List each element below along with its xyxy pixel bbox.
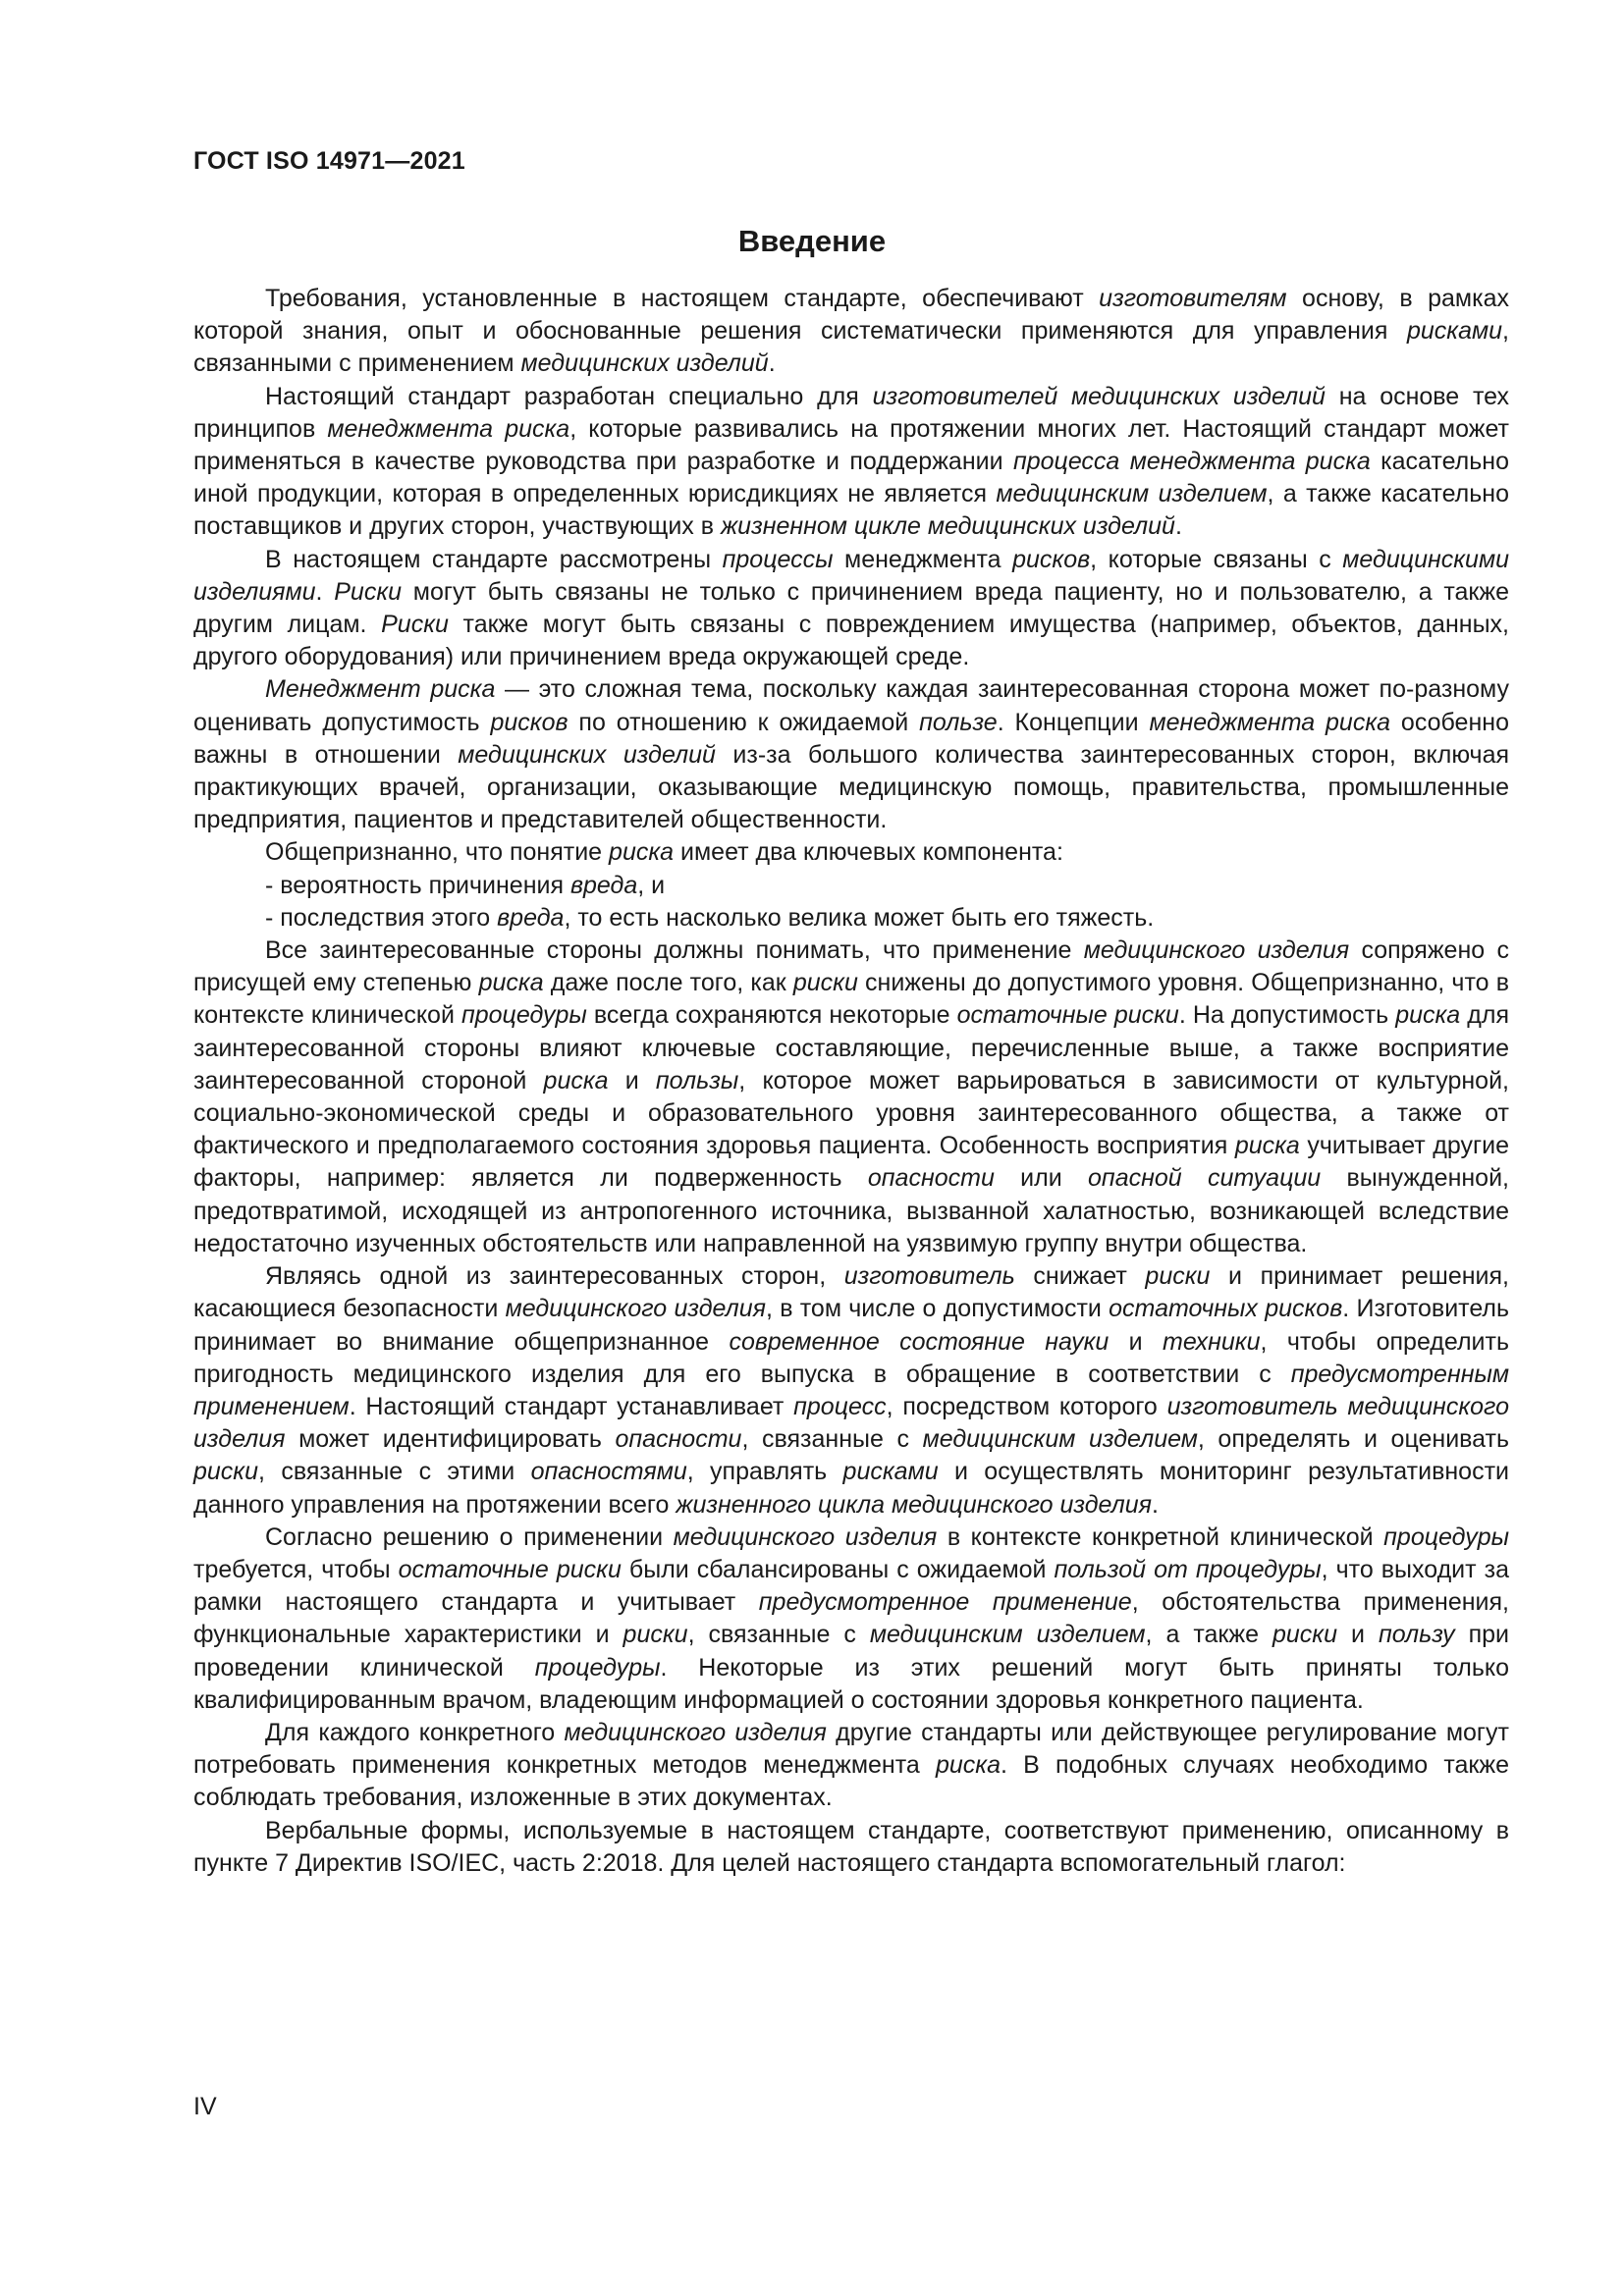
italic-term: риска bbox=[609, 838, 675, 867]
text-run: . На допустимость bbox=[1178, 1001, 1396, 1030]
text-run: . bbox=[1174, 512, 1182, 541]
text-run: Требования, установленные в настоящем стандарте, обеспечивают bbox=[265, 285, 1100, 312]
text-run: - вероятность причинения bbox=[265, 871, 570, 899]
italic-term: медицинского изделия bbox=[505, 1295, 766, 1323]
text-run: особенно важны в отношении bbox=[193, 708, 1509, 769]
paragraph bbox=[193, 1717, 1509, 1815]
text-run: снижены до допустимого уровня. Общепризнанно, что в контексте клинической bbox=[193, 969, 1509, 1030]
text-run: даже после того, как bbox=[543, 969, 793, 997]
italic-term: остаточных рисков bbox=[1109, 1295, 1343, 1323]
italic-term: медицинских изделий bbox=[458, 740, 716, 769]
text-run: всегда сохраняются некоторые bbox=[586, 1001, 957, 1030]
body-text bbox=[193, 283, 1509, 1880]
text-run: , связанные с этими bbox=[258, 1458, 531, 1486]
italic-term: риски bbox=[1145, 1262, 1211, 1291]
text-run: снижает bbox=[1014, 1262, 1146, 1291]
italic-term: риска bbox=[935, 1751, 1001, 1780]
italic-term: рисками bbox=[842, 1458, 939, 1486]
italic-term: медицинского изделия bbox=[673, 1522, 938, 1551]
text-run: , обстоятельства применения, функциональные характеристики и bbox=[193, 1588, 1510, 1649]
italic-term: опасности bbox=[615, 1425, 742, 1454]
text-run: имеет два ключевых компонента: bbox=[674, 838, 1063, 867]
text-run: , посредством которого bbox=[886, 1392, 1167, 1420]
italic-term: медицинских изделий bbox=[520, 349, 769, 378]
text-run: , связанные с bbox=[687, 1621, 870, 1649]
italic-term: риска bbox=[543, 1066, 609, 1095]
text-run: . bbox=[768, 349, 776, 378]
text-run: и bbox=[608, 1066, 656, 1095]
paragraph bbox=[193, 381, 1509, 544]
text-run: из-за большого количества заинтересованных сторон, включая практикующих врачей, организации, оказывающие медицинскую помощь, правительства, промышленные предприятия, пациентов и представителей общественности. bbox=[193, 740, 1510, 834]
italic-term: Риски bbox=[381, 611, 449, 639]
italic-term: предусмотренное применение bbox=[758, 1588, 1132, 1617]
italic-term: медицинским изделием bbox=[869, 1621, 1146, 1649]
text-run: и принимает решения, касающиеся безопасности bbox=[193, 1262, 1509, 1323]
text-run: , определять и оценивать bbox=[1197, 1425, 1510, 1454]
italic-term: изготовителям bbox=[1099, 285, 1287, 312]
italic-term: Менеджмент риска bbox=[265, 675, 496, 704]
text-run: в контексте конкретной клинической bbox=[937, 1522, 1384, 1551]
italic-term: менеджмента риска bbox=[327, 414, 570, 443]
text-run: и bbox=[1337, 1621, 1379, 1649]
paragraph bbox=[193, 1260, 1509, 1522]
text-run: . Некоторые из этих решений могут быть приняты только квалифицированным врачом, владеющим информацией о состоянии здоровья конкретного пациента. bbox=[193, 1653, 1509, 1714]
text-run: . bbox=[1152, 1490, 1159, 1519]
text-run: и осуществлять мониторинг результативности данного управления на протяжении всего bbox=[193, 1458, 1509, 1519]
text-run: , управлять bbox=[686, 1458, 843, 1486]
paragraph bbox=[193, 283, 1509, 381]
italic-term: опасности bbox=[867, 1164, 995, 1193]
text-run: В настоящем стандарте рассмотрены bbox=[265, 545, 723, 573]
text-run: , которое может варьироваться в зависимости от культурной, социально-экономической среды и образовательного уровня заинтересованного общества, а также от фактического и предполагаемого состояния здоровья пациента. Особенность восприятия bbox=[193, 1066, 1509, 1160]
text-run: . Настоящий стандарт устанавливает bbox=[349, 1392, 794, 1420]
text-run: Являясь одной из заинтересованных сторон, bbox=[265, 1262, 844, 1291]
text-run: может идентифицировать bbox=[285, 1425, 616, 1454]
text-run: . В подобных случаях необходимо также соблюдать требования, изложенные в этих документах. bbox=[193, 1751, 1509, 1812]
text-run: Все заинтересованные стороны должны понимать, что применение bbox=[265, 936, 1084, 965]
text-run: . Изготовитель принимает во внимание общепризнанное bbox=[193, 1295, 1510, 1356]
italic-term: менеджмента риска bbox=[1149, 708, 1391, 736]
italic-term: риски bbox=[193, 1458, 259, 1486]
text-run: требуется, чтобы bbox=[193, 1555, 399, 1583]
text-run: касательно иной продукции, которая в определенных юрисдикциях не является bbox=[193, 448, 1509, 508]
text-run: Согласно решению о применении bbox=[265, 1522, 674, 1551]
page-number: IV bbox=[193, 2093, 217, 2120]
italic-term: процедуры bbox=[460, 1001, 587, 1030]
text-run: также могут быть связаны с повреждением имущества (например, объектов, данных, другого оборудования) или причинением вреда окружающей среде. bbox=[193, 611, 1509, 671]
italic-term: изготовитель bbox=[843, 1262, 1015, 1291]
text-run: Общепризнанно, что понятие bbox=[265, 838, 610, 867]
italic-term: Риски bbox=[334, 577, 403, 606]
text-run: , связанными с применением bbox=[193, 317, 1509, 378]
text-run: , которые связаны с bbox=[1090, 545, 1343, 573]
text-run: Настоящий стандарт разработан специально для bbox=[265, 382, 873, 410]
italic-term: риска bbox=[478, 969, 544, 997]
italic-term: рисков bbox=[1012, 545, 1091, 573]
italic-term: опасной ситуации bbox=[1088, 1164, 1322, 1193]
text-run: - последствия этого bbox=[265, 903, 498, 932]
italic-term: медицинским изделием bbox=[996, 480, 1268, 508]
italic-term: предусмотренным применением bbox=[193, 1360, 1509, 1420]
standard-designation: ГОСТ ISO 14971—2021 bbox=[193, 147, 465, 175]
text-run: были сбалансированы с ожидаемой bbox=[621, 1555, 1055, 1583]
section-title: Введение bbox=[737, 224, 887, 258]
text-run: , а также bbox=[1145, 1621, 1272, 1649]
text-run: , в том числе о допустимости bbox=[765, 1295, 1110, 1323]
text-run: Для каждого конкретного bbox=[265, 1718, 565, 1746]
italic-term: изготовитель медицинского изделия bbox=[193, 1392, 1509, 1454]
italic-term: процедуры bbox=[1383, 1522, 1509, 1551]
text-run: . bbox=[315, 577, 335, 606]
italic-term: медицинского изделия bbox=[1083, 936, 1350, 965]
italic-term: риски bbox=[792, 969, 858, 997]
italic-term: риска bbox=[1395, 1001, 1461, 1030]
paragraph bbox=[193, 673, 1509, 836]
italic-term: медицинского изделия bbox=[564, 1718, 827, 1746]
italic-term: риски bbox=[1272, 1621, 1337, 1649]
italic-term: техники bbox=[1163, 1327, 1261, 1356]
italic-term: современное состояние науки bbox=[729, 1327, 1110, 1356]
italic-term: рисками bbox=[1406, 317, 1503, 346]
italic-term: пользы bbox=[655, 1066, 739, 1095]
paragraph bbox=[193, 836, 1509, 869]
text-run: могут быть связаны не только с причинением вреда пациенту, но и пользователю, а также другим лицам. bbox=[193, 577, 1509, 639]
italic-term: жизненном цикле медицинских изделий bbox=[720, 512, 1175, 541]
text-run: , и bbox=[637, 871, 666, 899]
italic-term: медицинским изделием bbox=[922, 1425, 1198, 1454]
text-run: другие стандарты или действующее регулирование могут потребовать применения конкретных методов менеджмента bbox=[193, 1718, 1509, 1780]
paragraph bbox=[193, 544, 1509, 674]
text-run: Вербальные формы, используемые в настоящем стандарте, соответствуют применению, описанному в пункте 7 Директив ISO/IEC, часть 2:2018. Для целей настоящего стандарта вспомогательный глагол: bbox=[193, 1816, 1509, 1877]
italic-term: риска bbox=[1234, 1132, 1300, 1160]
italic-term: медицинскими изделиями bbox=[193, 545, 1509, 606]
text-run: и bbox=[1109, 1327, 1164, 1356]
italic-term: процедуры bbox=[534, 1653, 661, 1682]
italic-term: остаточные риски bbox=[956, 1001, 1179, 1030]
italic-term: пользу bbox=[1378, 1621, 1455, 1649]
italic-term: опасностями bbox=[530, 1458, 687, 1486]
text-run: основу, в рамках которой знания, опыт и обоснованные решения систематически применяются для управления bbox=[193, 285, 1509, 346]
text-run: , связанные с bbox=[741, 1425, 923, 1454]
italic-term: изготовителей медицинских изделий bbox=[872, 382, 1326, 410]
italic-term: вреда bbox=[497, 903, 565, 932]
text-run: вынужденной, предотвратимой, исходящей из антропогенного источника, вызванной халатностью, возникающей вследствие недостаточно изученных обстоятельств или направленной на уязвимую группу внутри общества. bbox=[193, 1164, 1509, 1257]
paragraph bbox=[193, 902, 1509, 934]
text-run: по отношению к ожидаемой bbox=[568, 708, 920, 736]
text-run: , чтобы определить пригодность медицинского изделия для его выпуска в обращение в соответствии с bbox=[193, 1327, 1509, 1388]
text-run: для заинтересованной стороны влияют ключевые составляющие, перечисленные выше, а также восприятие заинтересованной стороной bbox=[193, 1001, 1509, 1095]
italic-term: процесс bbox=[793, 1392, 887, 1420]
paragraph bbox=[193, 1522, 1509, 1717]
text-run: — это сложная тема, поскольку каждая заинтересованная сторона может по-разному оценивать допустимость bbox=[193, 675, 1509, 736]
text-run: или bbox=[994, 1164, 1089, 1193]
text-run: , то есть насколько велика может быть его тяжесть. bbox=[564, 903, 1155, 932]
italic-term: процессы bbox=[722, 545, 834, 573]
italic-term: жизненного цикла медицинского изделия bbox=[676, 1490, 1152, 1519]
paragraph bbox=[193, 1815, 1509, 1880]
text-run: . Концепции bbox=[997, 708, 1150, 736]
italic-term: процесса менеджмента риска bbox=[1012, 448, 1371, 476]
text-run: при проведении клинической bbox=[193, 1621, 1509, 1682]
text-run: , которые развивались на протяжении многих лет. Настоящий стандарт может применяться в качестве руководства при разработке и поддержании bbox=[193, 414, 1509, 476]
italic-term: остаточные риски bbox=[398, 1555, 622, 1583]
italic-term: вреда bbox=[569, 871, 638, 899]
italic-term: рисков bbox=[490, 708, 568, 736]
text-run: учитывает другие факторы, например: является ли подверженность bbox=[193, 1132, 1509, 1193]
italic-term: пользой от процедуры bbox=[1054, 1555, 1322, 1583]
italic-term: риски bbox=[623, 1621, 688, 1649]
italic-term: пользе bbox=[919, 708, 998, 736]
paragraph bbox=[193, 870, 1509, 902]
text-run: , что выходит за рамки настоящего стандарта и учитывает bbox=[193, 1555, 1509, 1617]
paragraph bbox=[193, 934, 1509, 1260]
text-run: менеджмента bbox=[833, 545, 1013, 573]
text-run: , а также касательно поставщиков и других сторон, участвующих в bbox=[193, 480, 1509, 541]
text-run: сопряжено с присущей ему степенью bbox=[193, 936, 1509, 997]
text-run: на основе тех принципов bbox=[193, 382, 1509, 443]
